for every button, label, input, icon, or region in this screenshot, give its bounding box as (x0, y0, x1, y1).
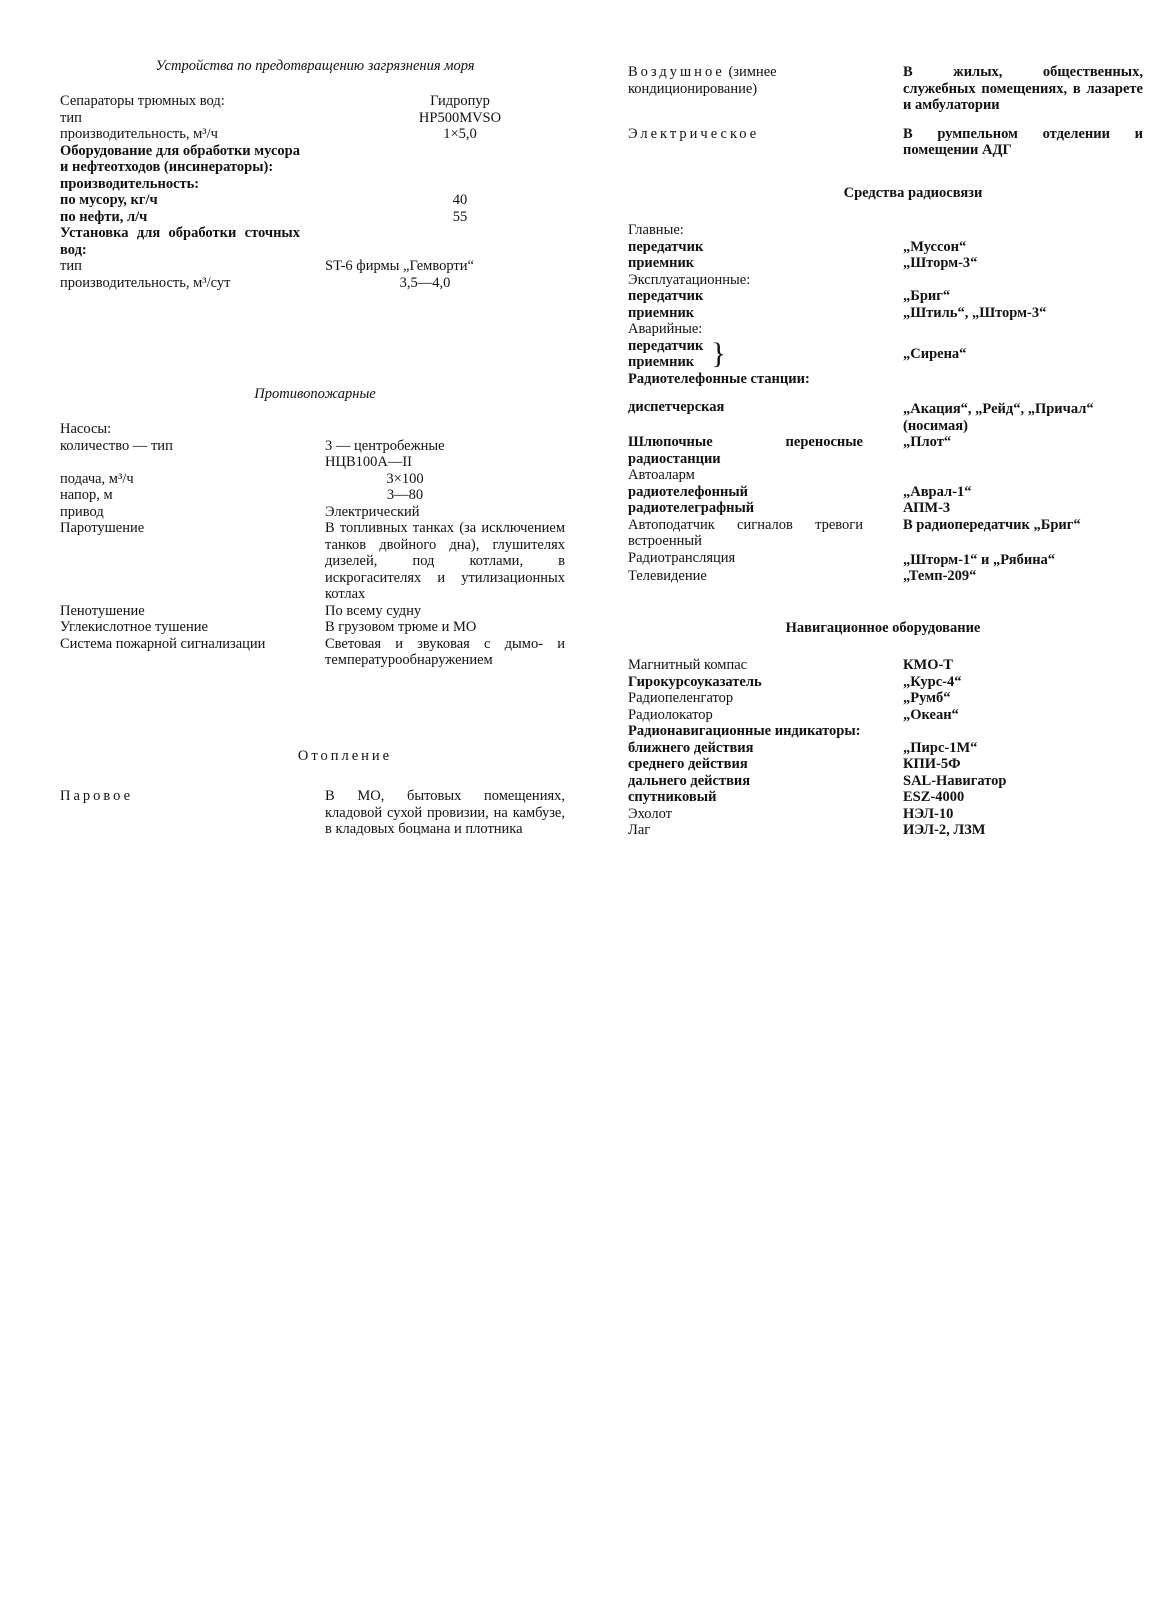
item-label: дальнего действия (628, 772, 751, 789)
item-value: 3×100 (386, 470, 424, 487)
item-value: „Штиль“, „Шторм-3“ (903, 304, 1047, 321)
item-label: приемник (628, 354, 695, 370)
item-label: количество — тип (60, 437, 173, 454)
item-value: НЭЛ-10 (903, 805, 954, 822)
item-value: КМО-Т (903, 657, 953, 673)
item-value: HP500MVSO (418, 109, 502, 126)
list-item (628, 484, 1133, 501)
item-value: Световая и звуковая с дымо- и температурообнаружением (325, 635, 565, 668)
item-value: „Океан“ (903, 706, 959, 723)
list-item (60, 93, 580, 110)
list-item (628, 321, 1133, 338)
list-item (628, 674, 1133, 691)
item-label: по мусору, кг/ч (60, 192, 158, 208)
list-item (60, 176, 580, 193)
list-item (60, 209, 580, 226)
item-value: 1×5,0 (443, 126, 477, 142)
item-label: производительность, м³/сут (60, 274, 231, 291)
item-value: АПМ-3 (903, 500, 951, 516)
item-label (628, 64, 873, 97)
item-value: „Курс-4“ (903, 673, 962, 690)
list-item (628, 789, 1133, 806)
item-label: Радионавигационные индикаторы: (628, 723, 861, 739)
section-title-navigation: Навигационное оборудование (785, 620, 981, 636)
item-value: Электрический (325, 503, 420, 520)
list-item (60, 438, 580, 471)
item-label: диспетчерская (628, 399, 725, 415)
section-title-marine-pollution: Устройства по предотвращению загрязнения моря (155, 58, 475, 74)
item-label (628, 126, 903, 143)
item-label: приемник (628, 255, 695, 271)
list-item (60, 520, 580, 603)
item-label: Система пожарной сигнализации (60, 635, 266, 652)
list-item (60, 421, 580, 438)
list-item (628, 239, 1133, 256)
item-value: По всему судну (325, 602, 422, 619)
item-value: КПИ-5Ф (903, 756, 961, 772)
list-item (628, 806, 1133, 823)
item-label: радиотелефонный (628, 483, 749, 500)
item-label: Сепараторы трюмных вод: (60, 93, 225, 109)
marine-pollution-list (60, 93, 580, 291)
section-title-heating: Отопление (297, 748, 393, 764)
item-value: В жилых, общественных, служебных помещениях, в лазарете и амбулатории (903, 64, 1143, 113)
item-label: Паротушение (60, 520, 145, 536)
item-value: „Румб“ (903, 690, 951, 706)
item-value: ST-6 фирмы „Гемворти“ (325, 258, 474, 274)
item-value: „Шторм-1“ и „Рябина“ (903, 551, 1056, 568)
item-label: Паровое (60, 788, 134, 804)
item-label: передатчик (628, 238, 704, 255)
navigation-list (628, 657, 1133, 839)
list-item (60, 487, 580, 504)
list-item (60, 143, 580, 176)
item-label: среднего действия (628, 756, 748, 772)
item-label: Аварийные: (628, 321, 703, 337)
list-item (628, 707, 1133, 724)
item-label: Радиотрансляция (628, 549, 736, 566)
item-value: „Муссон“ (903, 238, 967, 255)
item-value: 55 (452, 208, 468, 225)
brace-symbol: } (711, 337, 726, 370)
item-label: радиотелеграфный (628, 500, 755, 516)
item-label: Автоподатчик сигналов тревоги встроенный (628, 516, 863, 549)
item-value: В радиопередатчик „Бриг“ (903, 516, 1081, 533)
list-item (628, 740, 1133, 757)
radio-list (628, 222, 1133, 585)
list-item (628, 64, 1143, 114)
list-item (60, 603, 580, 620)
list-item (60, 275, 580, 292)
list-item (60, 258, 580, 275)
item-label: тип (60, 258, 82, 274)
item-value: В МО, бытовых помещениях, кладовой сухой провизии, на камбузе, в кладовых боцмана и плотника (325, 788, 565, 837)
item-label-spaced: Воздушное (628, 64, 725, 80)
item-label: Главные: (628, 222, 684, 238)
list-item (60, 504, 580, 521)
list-item (60, 788, 580, 838)
item-label: Радиопеленгатор (628, 690, 734, 706)
item-label: Эхолот (628, 805, 672, 822)
list-item (60, 471, 580, 488)
item-label: по нефти, л/ч (60, 208, 148, 225)
list-item (628, 657, 1133, 674)
list-item (628, 288, 1133, 305)
list-item (60, 192, 580, 209)
fire-list (60, 421, 580, 669)
list-item (60, 636, 580, 669)
item-label: Радиолокатор (628, 706, 713, 723)
item-label: Эксплуатационные: (628, 271, 751, 288)
section-title-radio: Средства радиосвязи (843, 185, 983, 201)
item-label: Автоаларм (628, 467, 695, 483)
list-item (628, 272, 1133, 289)
item-label-spaced: Электрическое (628, 125, 760, 142)
item-label: привод (60, 503, 104, 520)
item-value: В румпельном отделении и помещении АДГ (903, 125, 1143, 158)
item-label-rest: (зимнее кондиционирование) (628, 64, 777, 97)
item-value: 3—80 (386, 487, 424, 503)
item-label: ближнего действия (628, 739, 754, 756)
list-item (628, 723, 1133, 740)
item-label: напор, м (60, 487, 113, 503)
item-label: Шлюпочные переносные радиостанции (628, 434, 863, 467)
item-value: 3,5—4,0 (399, 274, 451, 291)
item-label: передатчик (628, 337, 704, 354)
item-label: Телевидение (628, 568, 707, 584)
item-value: ИЭЛ-2, ЛЗМ (903, 822, 986, 838)
list-item (628, 222, 1133, 239)
list-item (628, 434, 1133, 467)
item-label: передатчик (628, 288, 704, 304)
list-item (60, 110, 580, 127)
item-value: „Акация“, „Рейд“, „Причал“ (носимая) (903, 401, 1094, 434)
list-item (60, 619, 580, 636)
item-label: производительность, м³/ч (60, 126, 218, 142)
list-item (628, 371, 1133, 388)
item-value: 3 — центробежные НЦВ100А—II (325, 437, 445, 470)
list-item (628, 756, 1133, 773)
item-label: подача, м³/ч (60, 470, 134, 487)
heating-continued-list (628, 64, 1143, 159)
emergency-row (628, 338, 1133, 371)
list-item (628, 305, 1133, 322)
list-item (628, 690, 1133, 707)
item-label: производительность: (60, 175, 200, 192)
item-label: Гирокурсоуказатель (628, 673, 762, 690)
list-item (628, 467, 1133, 484)
item-label: Насосы: (60, 421, 112, 437)
section-title-fire: Противопожарные (254, 386, 376, 402)
list-item (628, 550, 1133, 569)
item-value: В грузовом трюме и МО (325, 619, 477, 635)
item-value: „Плот“ (903, 434, 952, 450)
item-value: „Темп-209“ (903, 568, 977, 584)
list-item (628, 568, 1133, 585)
item-value: „Пирс-1М“ (903, 739, 978, 756)
list-item (628, 255, 1133, 272)
item-value: SAL-Навигатор (903, 772, 1007, 789)
item-label: тип (60, 109, 82, 126)
item-value: „Сирена“ (903, 345, 967, 362)
item-label: Установка для обработки сточных вод: (60, 225, 300, 258)
emergency-labels (628, 338, 903, 371)
list-item (60, 225, 580, 258)
list-item (628, 399, 1133, 434)
item-label: Углекислотное тушение (60, 619, 208, 635)
item-label: Магнитный компас (628, 657, 748, 673)
list-item (60, 126, 580, 143)
item-value: В топливных танках (за исключением танков двойного дна), глушителях дизелей, под котлами, в искрогасителях и утилизационных котлах (325, 520, 565, 602)
list-item (628, 822, 1133, 839)
item-value: „Аврал-1“ (903, 483, 972, 500)
item-value: ESZ-4000 (903, 789, 965, 805)
item-value: 40 (452, 192, 468, 208)
item-label: приемник (628, 304, 695, 321)
item-value: „Бриг“ (903, 288, 951, 304)
item-value: Гидропур (430, 93, 490, 109)
list-item (628, 773, 1133, 790)
item-label: Лаг (628, 822, 651, 838)
item-label: Оборудование для обработки мусора и нефтеотходов (инсинераторы): (60, 142, 300, 175)
list-item (628, 125, 1143, 159)
heating-list (60, 788, 580, 838)
item-label: спутниковый (628, 789, 717, 805)
list-item (628, 517, 1133, 550)
item-label: Пенотушение (60, 602, 145, 619)
item-value: „Шторм-3“ (903, 255, 978, 271)
list-item (628, 500, 1133, 517)
item-label: Радиотелефонные станции: (628, 370, 810, 387)
